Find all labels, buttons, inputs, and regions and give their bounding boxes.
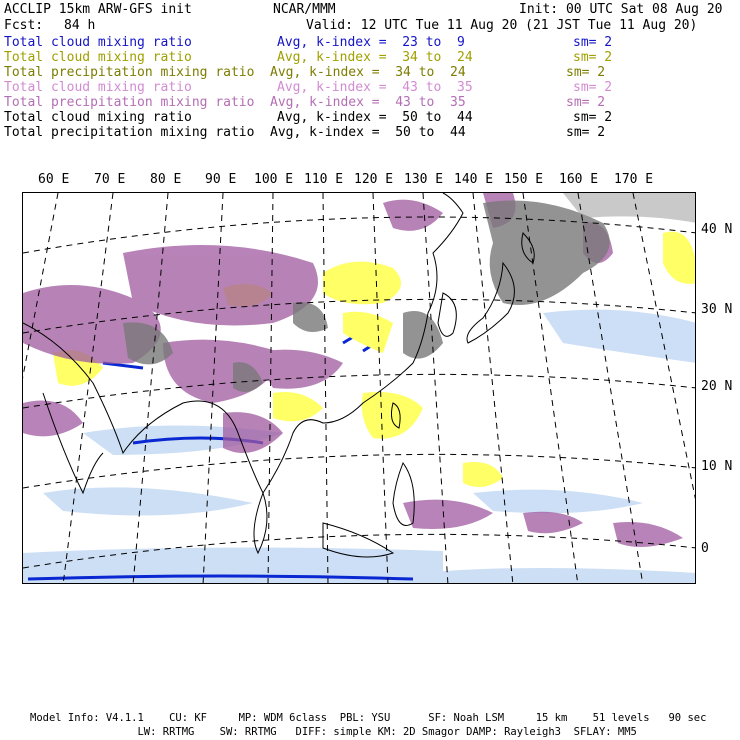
legend-avg: Avg, k-index = 43 to 35 [277,80,473,95]
valid-time: Valid: 12 UTC Tue 11 Aug 20 (21 JST Tue 11 Aug 20) [306,18,698,33]
footer-physics-info: LW: RRTMG SW: RRTMG DIFF: simple KM: 2D Smagor DAMP: Rayleigh3 SFLAY: MM5 [30,726,637,738]
legend-sm: sm= 2 [566,65,606,80]
legend-field: Total cloud mixing ratio [4,35,192,50]
model-title: ACCLIP 15km ARW-GFS init [4,2,192,17]
organization: NCAR/MMM [273,2,336,17]
init-time: Init: 00 UTC Sat 08 Aug 20 [519,2,723,17]
legend-sm: sm= 2 [566,125,606,140]
lon-label: 140 E [454,172,494,187]
legend-avg: Avg, k-index = 23 to 9 [277,35,465,50]
map-canvas [23,193,696,584]
map-panel [22,192,696,584]
legend-field: Total cloud mixing ratio [4,80,192,95]
legend-sm: sm= 2 [573,80,613,95]
lon-label: 60 E [38,172,70,187]
legend-avg: Avg, k-index = 50 to 44 [270,125,466,140]
forecast-label: Fcst: [4,18,44,33]
lat-label: 20 N [701,379,733,394]
legend-field: Total precipitation mixing ratio [4,65,255,80]
lon-label: 170 E [614,172,654,187]
legend-avg: Avg, k-index = 50 to 44 [277,110,473,125]
legend-avg: Avg, k-index = 43 to 35 [270,95,466,110]
lon-label: 150 E [504,172,544,187]
lon-label: 110 E [304,172,344,187]
lon-label: 100 E [254,172,294,187]
legend-sm: sm= 2 [566,95,606,110]
lon-label: 70 E [94,172,126,187]
lon-label: 80 E [150,172,182,187]
lon-label: 160 E [559,172,599,187]
legend-avg: Avg, k-index = 34 to 24 [277,50,473,65]
legend-field: Total cloud mixing ratio [4,110,192,125]
forecast-hours: 84 h [64,18,96,33]
lat-label: 10 N [701,459,733,474]
legend-sm: sm= 2 [573,110,613,125]
legend-field: Total cloud mixing ratio [4,50,192,65]
lon-label: 90 E [205,172,237,187]
lon-label: 130 E [404,172,444,187]
lat-label: 30 N [701,302,733,317]
legend-field: Total precipitation mixing ratio [4,95,255,110]
lat-label: 0 [701,541,709,556]
legend-field: Total precipitation mixing ratio [4,125,255,140]
legend-avg: Avg, k-index = 34 to 24 [270,65,466,80]
legend-sm: sm= 2 [573,50,613,65]
lon-label: 120 E [354,172,394,187]
lat-label: 40 N [701,222,733,237]
legend-sm: sm= 2 [573,35,613,50]
footer-model-info: Model Info: V4.1.1 CU: KF MP: WDM 6class PBL: YSU SF: Noah LSM 15 km 51 levels 90 sec [30,712,707,724]
